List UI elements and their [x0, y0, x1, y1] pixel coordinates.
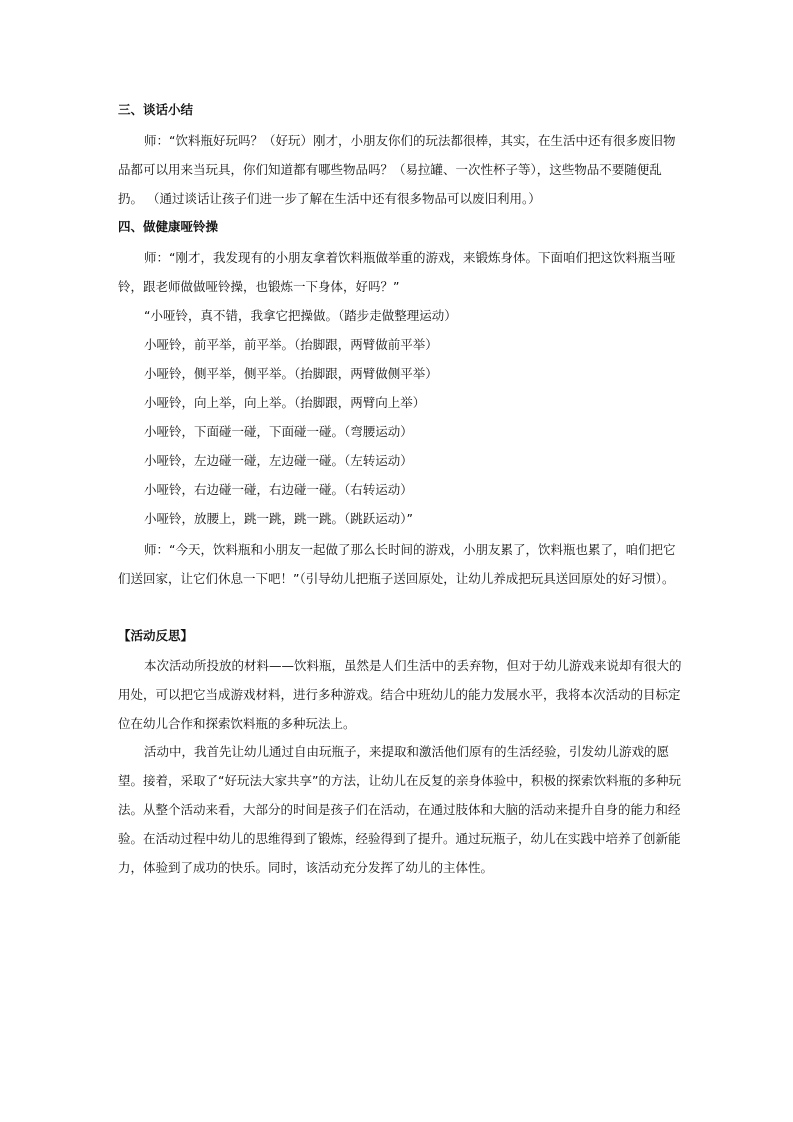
reflection-paragraph-1: 本次活动所投放的材料——饮料瓶，虽然是人们生活中的丢弃物，但对于幼儿游戏来说却有很大的用处，可以把它当成游戏材料，进行多种游戏。结合中班幼儿的能力发展水平，我将本次活动的目标定位在幼儿合作和探索饮料瓶的多种玩法上。: [118, 658, 682, 731]
section-heading-summary: 三、谈话小结: [118, 102, 194, 117]
dumbbell-intro-paragraph: 师：“刚才，我发现有的小朋友拿着饮料瓶做举重的游戏，来锻炼身体。下面咱们把这饮料瓶当哑铃，跟老师做做哑铃操，也锻炼一下身体，好吗？”: [118, 250, 676, 294]
dumbbell-closing-paragraph: 师：“今天，饮料瓶和小朋友一起做了那么长时间的游戏，小朋友累了，饮料瓶也累了，咱们把它们送回家，让它们休息一下吧！”（引导幼儿把瓶子送回原处，让幼儿养成把玩具送回原处的好习惯）。: [118, 542, 676, 586]
rhyme-line: 小哑铃，放腰上，跳一跳，跳一跳。（跳跃运动）”: [144, 511, 413, 526]
rhyme-line: “小哑铃，真不错，我拿它把操做。（踏步走做整理运动）: [144, 308, 457, 323]
rhyme-line: 小哑铃，左边碰一碰，左边碰一碰。（左转运动）: [144, 453, 413, 468]
section-heading-dumbbell: 四、做健康哑铃操: [118, 219, 219, 234]
rhyme-line: 小哑铃，向上举，向上举。（抬脚跟，两臂向上举）: [144, 395, 426, 410]
reflection-paragraph-2: 活动中，我首先让幼儿通过自由玩瓶子，来提取和激活他们原有的生活经验，引发幼儿游戏的愿望。接着，采取了“好玩法大家共享”的方法，让幼儿在反复的亲身体验中，积极的探索饮料瓶的多种玩法。从整个活动来看，大部分的时间是孩子们在活动，在通过肢体和大脑的活动来提升自身的能力和经验。在活动过程中幼儿的思维得到了锻炼，经验得到了提升。通过玩瓶子，幼儿在实践中培养了创新能力，体验到了成功的快乐。同时，该活动充分发挥了幼儿的主体性。: [118, 744, 681, 875]
rhyme-line: 小哑铃，侧平举，侧平举。（抬脚跟，两臂做侧平举）: [144, 366, 438, 381]
rhyme-line: 小哑铃，右边碰一碰，右边碰一碰。（右转运动）: [144, 482, 413, 497]
rhyme-line: 小哑铃，前平举，前平举。（抬脚跟，两臂做前平举）: [144, 337, 438, 352]
section-heading-reflection: 【活动反思】: [118, 628, 194, 643]
rhyme-line: 小哑铃，下面碰一碰，下面碰一碰。（弯腰运动）: [144, 424, 413, 439]
summary-paragraph: 师：“饮料瓶好玩吗？（好玩）刚才，小朋友你们的玩法都很棒，其实，在生活中还有很多废旧物品都可以用来当玩具，你们知道都有哪些物品吗？（易拉罐、一次性杯子等），这些物品不要随便乱扔。 （通过谈话让孩子们进一步了解在生活中还有很多物品可以废旧利用。）: [118, 133, 676, 206]
